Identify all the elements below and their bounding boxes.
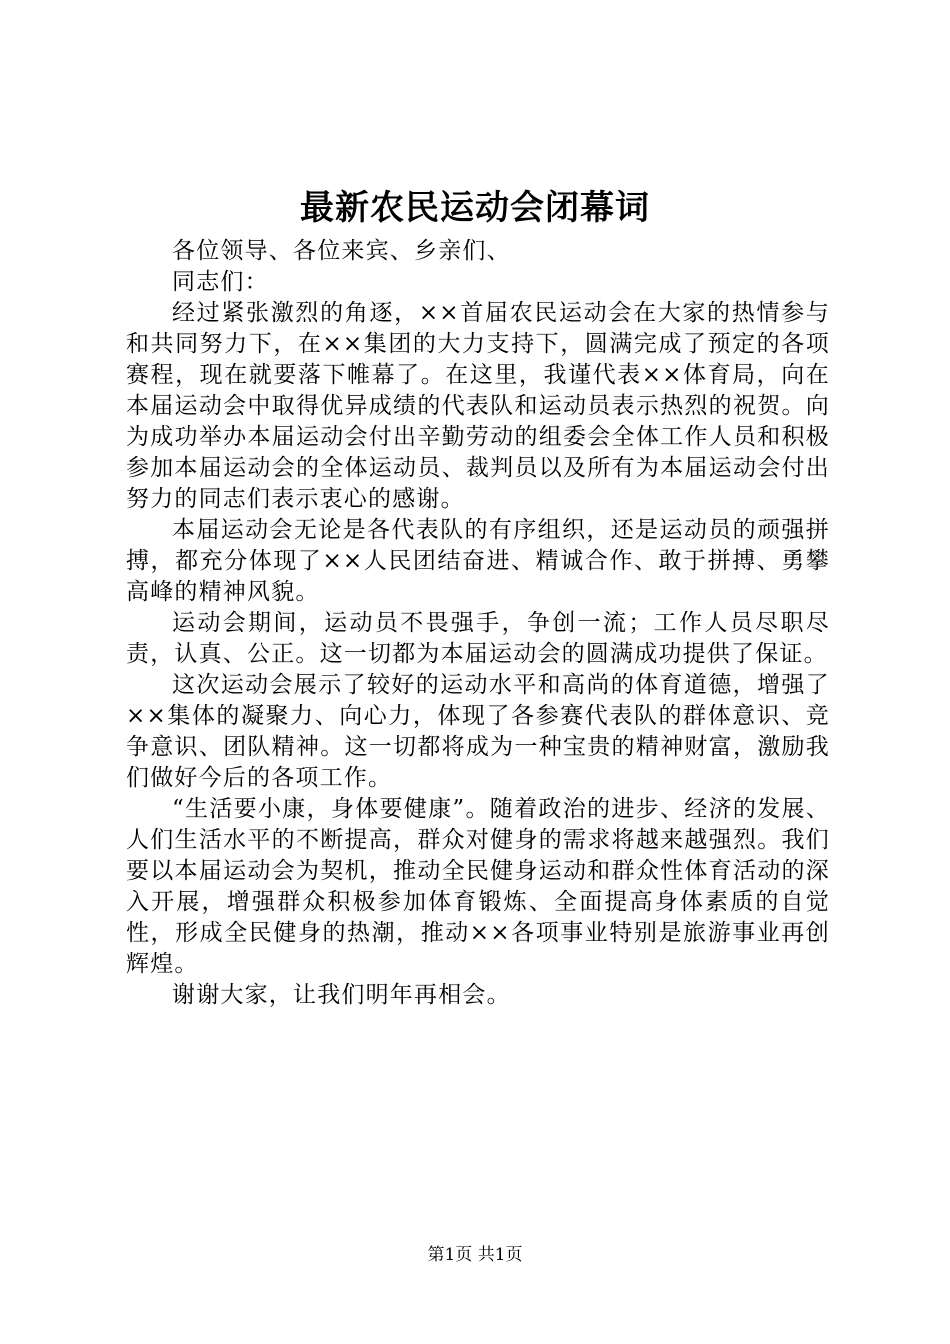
salutation-line-1: 各位领导、各位来宾、乡亲们、 xyxy=(172,238,511,264)
body-paragraph: 这次运动会展示了较好的运动水平和高尚的体育道德，增强了××集体的凝聚力、向心力，体现了各参赛代表队的群体意识、竞争意识、团队精神。这一切都将成为一种宝贵的精神财富，激励我们做好今后的各项工作。 xyxy=(126,672,830,791)
salutation-line-2: 同志们： xyxy=(172,269,269,295)
body-paragraph: 本届运动会无论是各代表队的有序组织，还是运动员的顽强拼搏，都充分体现了××人民团结奋进、精诚合作、敢于拼搏、勇攀高峰的精神风貌。 xyxy=(126,517,830,605)
page-number-footer: 第1页 共1页 xyxy=(427,1245,523,1265)
closing-line: 谢谢大家，让我们明年再相会。 xyxy=(172,982,511,1008)
document-body xyxy=(126,236,830,1011)
body-paragraph: 运动会期间，运动员不畏强手，争创一流；工作人员尽职尽责，认真、公正。这一切都为本届运动会的圆满成功提供了保证。 xyxy=(126,610,830,667)
body-paragraph: 经过紧张激烈的角逐，××首届农民运动会在大家的热情参与和共同努力下，在××集团的大力支持下，圆满完成了预定的各项赛程，现在就要落下帷幕了。在这里，我谨代表××体育局，向在本届运动会中取得优异成绩的代表队和运动员表示热烈的祝贺。向为成功举办本届运动会付出辛勤劳动的组委会全体工作人员和积极参加本届运动会的全体运动员、裁判员以及所有为本届运动会付出努力的同志们表示衷心的感谢。 xyxy=(126,300,830,512)
body-paragraph: “生活要小康，身体要健康”。随着政治的进步、经济的发展、人们生活水平的不断提高，群众对健身的需求将越来越强烈。我们要以本届运动会为契机，推动全民健身运动和群众性体育活动的深入开展，增强群众积极参加体育锻炼、全面提高身体素质的自觉性，形成全民健身的热潮，推动××各项事业特别是旅游事业再创辉煌。 xyxy=(126,796,830,977)
document-title: 最新农民运动会闭幕词 xyxy=(300,188,650,228)
